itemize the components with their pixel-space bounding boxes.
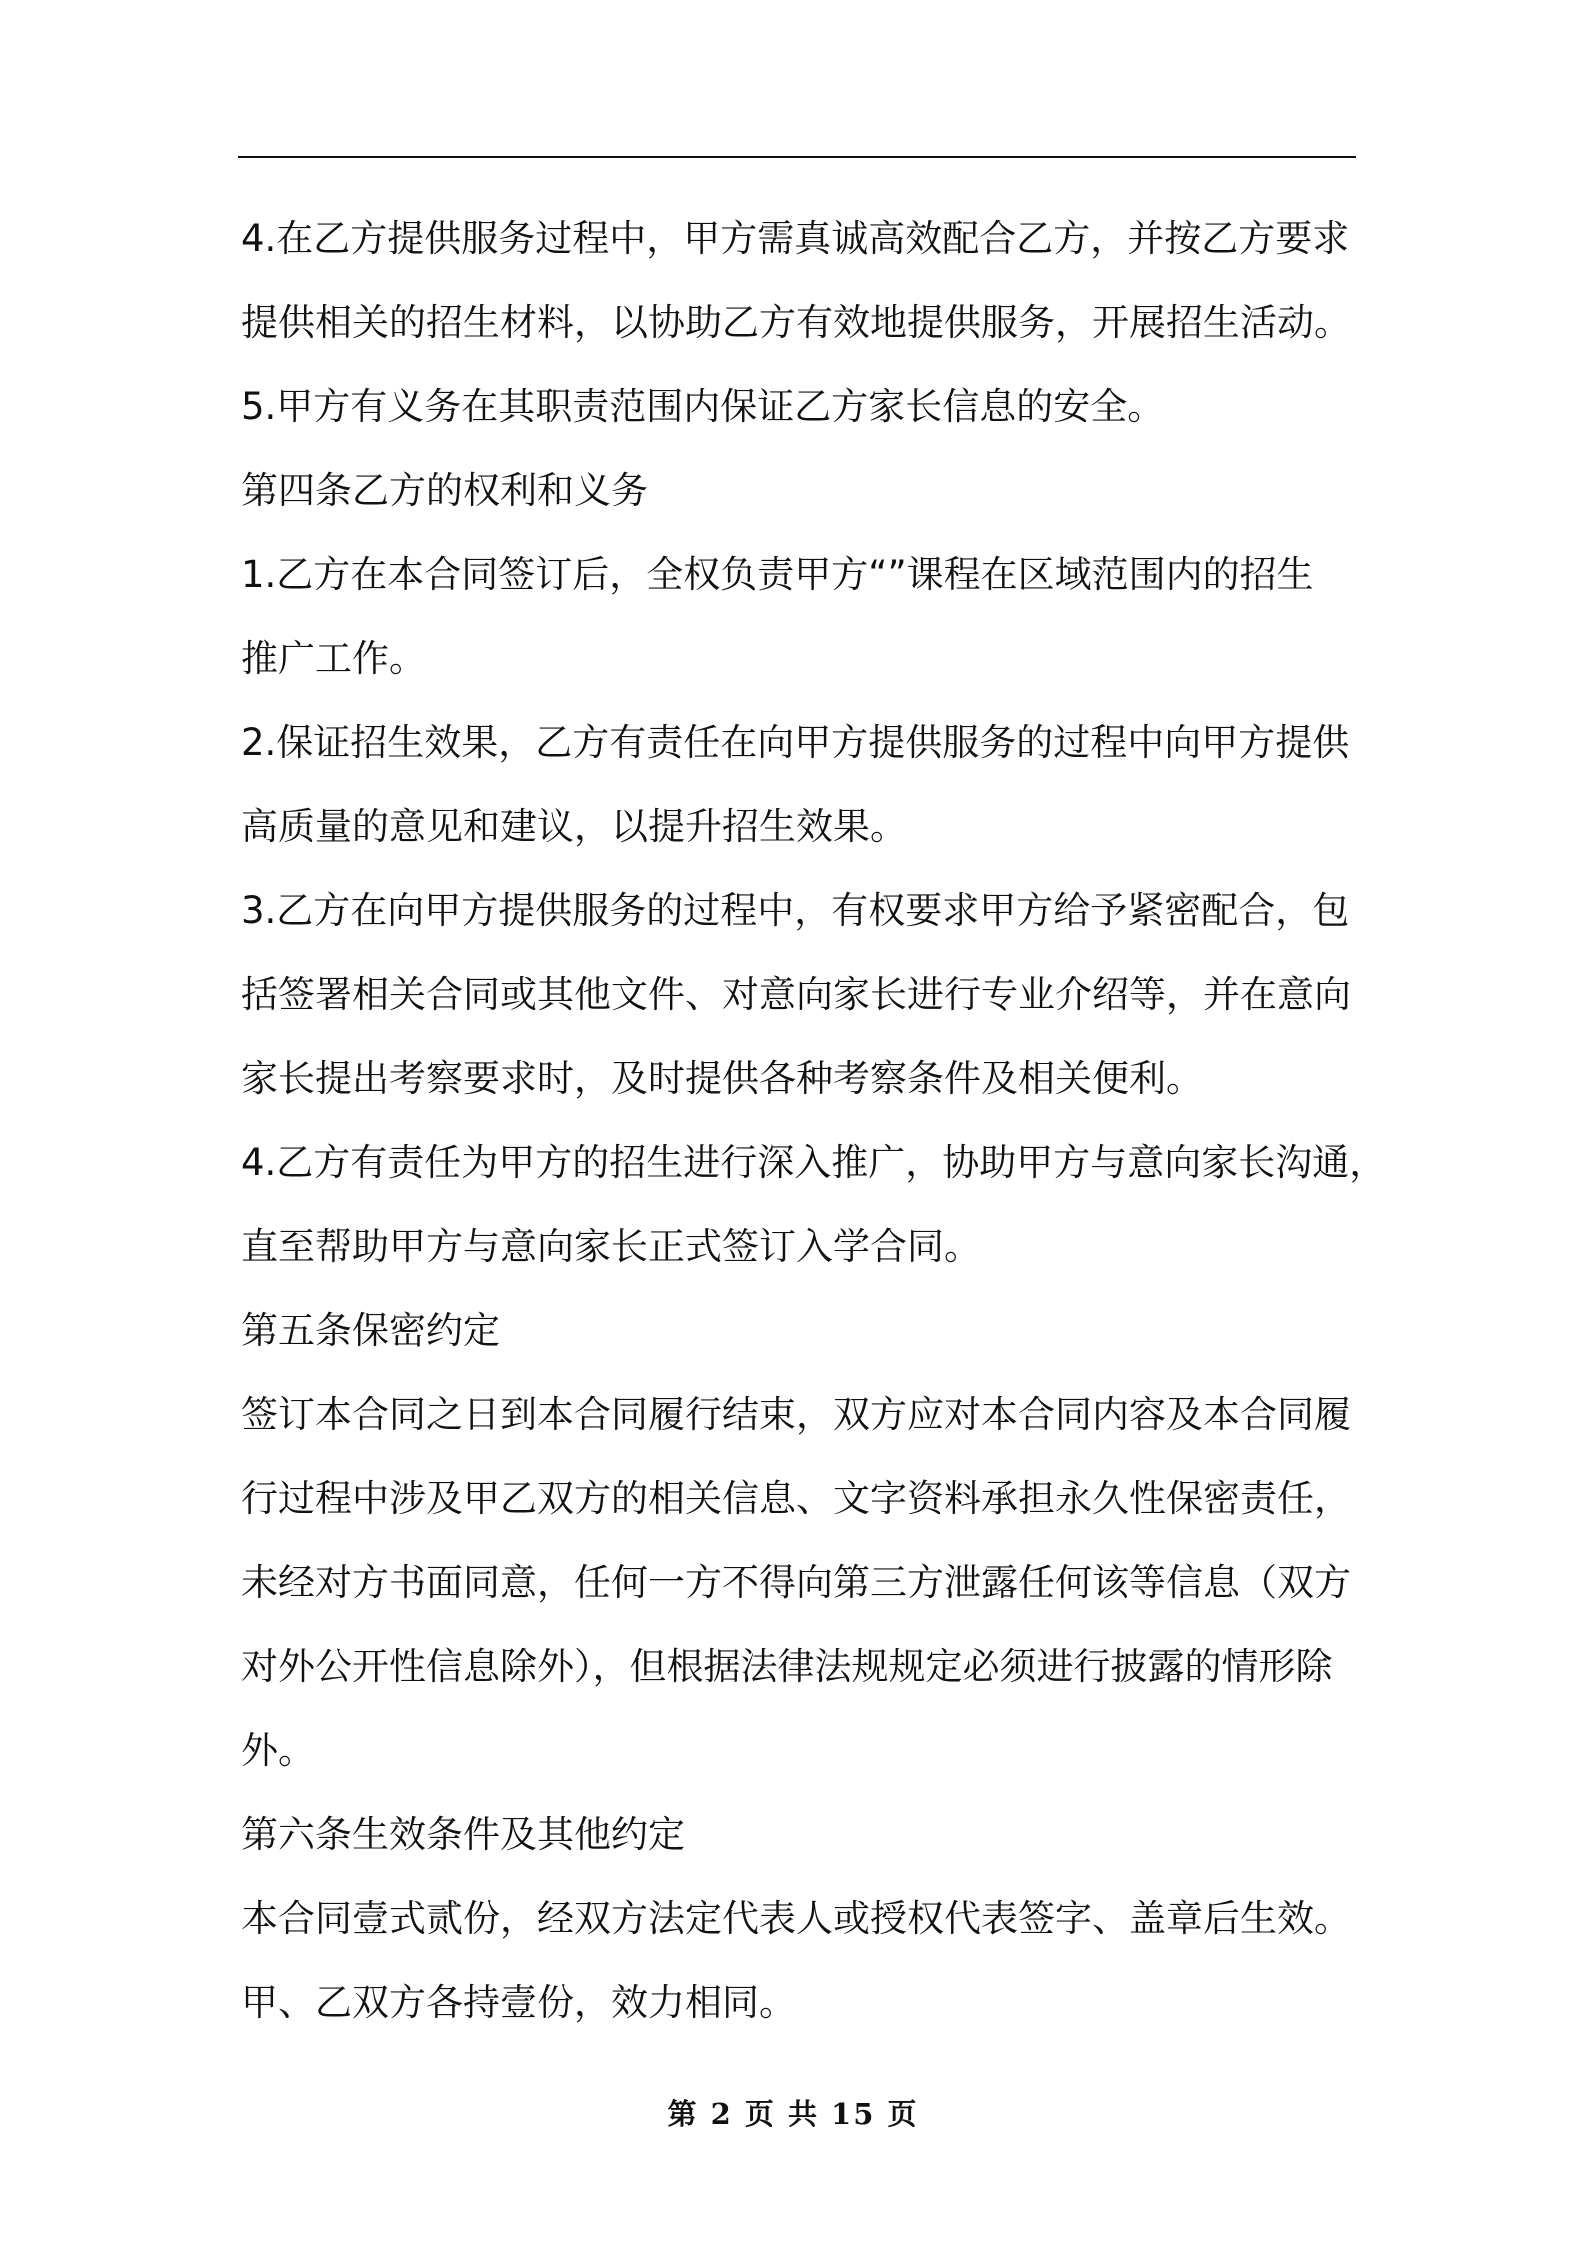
text-line: 直至帮助甲方与意向家长正式签订入学合同。 [241,1225,981,1268]
text-line: 1.乙方在本合同签订后，全权负责甲方“”课程在区域范围内的招生 [241,553,1314,596]
text-line: 5.甲方有义务在其职责范围内保证乙方家长信息的安全。 [241,385,1165,428]
text-line: 提供相关的招生材料，以协助乙方有效地提供服务，开展招生活动。 [241,301,1351,344]
text-line: 4.在乙方提供服务过程中，甲方需真诚高效配合乙方，并按乙方要求 [241,217,1350,260]
section-heading: 第五条保密约定 [241,1309,500,1352]
text-line: 签订本合同之日到本合同履行结束，双方应对本合同内容及本合同履 [241,1393,1351,1436]
text-line: 本合同壹式贰份，经双方法定代表人或授权代表签字、盖章后生效。 [241,1897,1351,1940]
text-line: 2.保证招生效果，乙方有责任在向甲方提供服务的过程中向甲方提供 [241,721,1350,764]
text-line: 甲、乙双方各持壹份，效力相同。 [241,1981,796,2024]
text-line: 行过程中涉及甲乙双方的相关信息、文字资料承担永久性保密责任， [241,1477,1351,1520]
text-line: 家长提出考察要求时，及时提供各种考察条件及相关便利。 [241,1057,1203,1100]
page-number-label: 第 2 页 共 15 页 [667,2097,919,2131]
text-line: 外。 [241,1729,315,1772]
header-rule [238,156,1356,158]
text-line: 括签署相关合同或其他文件、对意向家长进行专业介绍等，并在意向 [241,973,1351,1016]
section-heading: 第四条乙方的权利和义务 [241,469,648,512]
text-line: 3.乙方在向甲方提供服务的过程中，有权要求甲方给予紧密配合，包 [241,889,1350,932]
page-footer [0,2092,1586,2133]
text-line: 推广工作。 [241,637,426,680]
text-line: 未经对方书面同意，任何一方不得向第三方泄露任何该等信息（双方 [241,1561,1351,1604]
section-heading: 第六条生效条件及其他约定 [241,1813,685,1856]
document-body [241,197,1387,2045]
text-line: 对外公开性信息除外），但根据法律法规规定必须进行披露的情形除 [241,1645,1333,1688]
text-line: 高质量的意见和建议，以提升招生效果。 [241,805,907,848]
text-line: 4.乙方有责任为甲方的招生进行深入推广，协助甲方与意向家长沟通， [241,1141,1387,1184]
